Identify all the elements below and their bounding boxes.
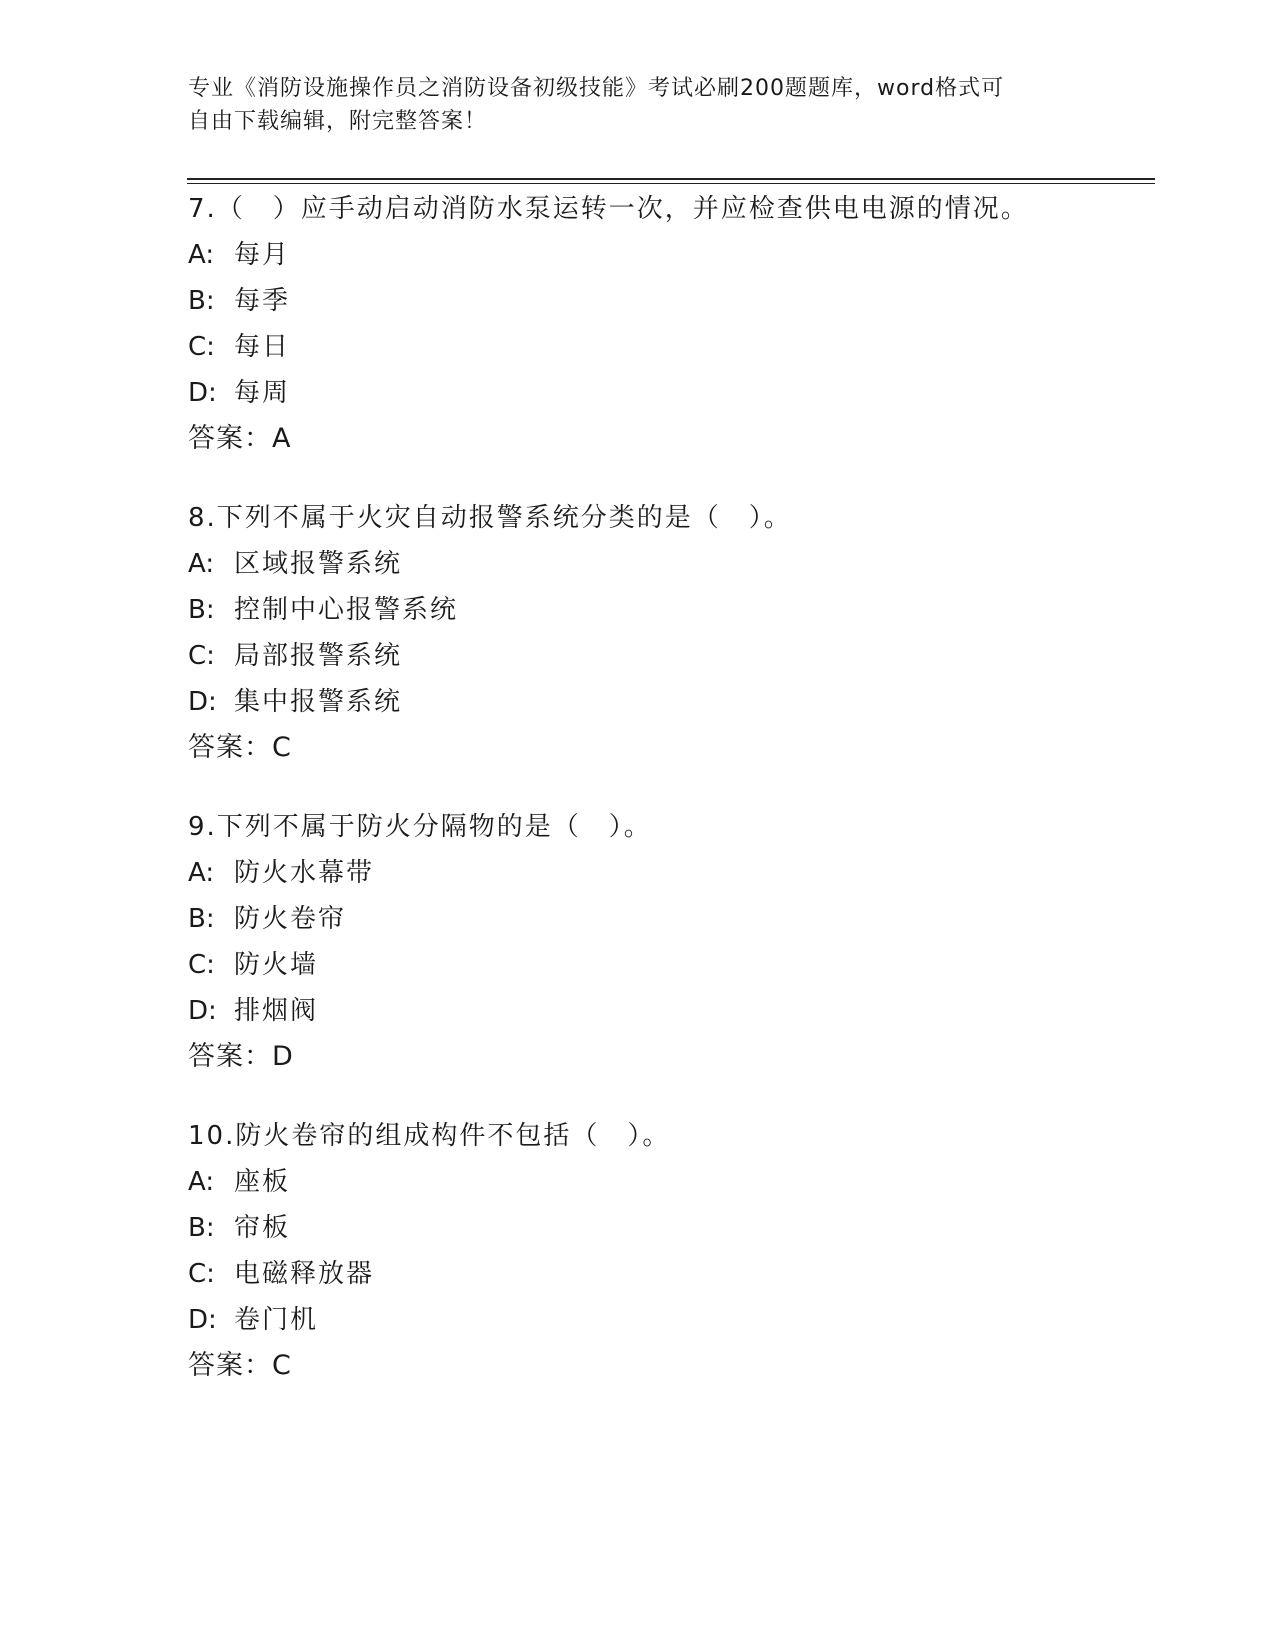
question-text: 7.（ ）应手动启动消防水泵运转一次，并应检查供电电源的情况。 [188,194,1029,224]
option-text: 排烟阀 [234,996,319,1026]
option-label: D: [188,996,217,1026]
option-c [188,1258,1148,1290]
option-b [188,903,1148,935]
question-block [188,1120,1148,1382]
option-text: 每季 [234,286,291,316]
option-label: A: [188,1167,215,1197]
option-label: C: [188,332,215,362]
answer-label: 答案： [188,732,272,763]
option-a [188,548,1148,580]
option-text: 座板 [234,1167,291,1197]
option-label: C: [188,641,215,671]
option-c [188,640,1148,672]
answer-label: 答案： [188,1041,272,1072]
option-label: C: [188,950,215,980]
answer-value: D [272,1041,293,1072]
option-d [188,1304,1148,1336]
question-block [188,193,1148,455]
option-text: 每日 [234,332,291,362]
answer-line [188,1350,1148,1382]
option-text: 防火水幕带 [234,858,375,888]
question-text: 9.下列不属于防火分隔物的是（ ）。 [188,812,652,842]
option-b [188,1212,1148,1244]
answer-line [188,1041,1148,1073]
question-text: 10.防火卷帘的组成构件不包括（ ）。 [188,1121,671,1151]
option-c [188,949,1148,981]
option-d [188,995,1148,1027]
option-text: 每周 [234,378,291,408]
header-line-1: 专业《消防设施操作员之消防设备初级技能》考试必刷200题题库，word格式可 [188,76,1005,101]
question-block [188,811,1148,1073]
option-text: 防火墙 [234,950,319,980]
option-text: 控制中心报警系统 [234,595,459,625]
header-line-2: 自由下载编辑，附完整答案！ [188,109,488,134]
option-label: D: [188,687,217,717]
option-label: A: [188,858,215,888]
answer-label: 答案： [188,423,272,454]
question-block [188,502,1148,764]
option-a [188,857,1148,889]
option-text: 区域报警系统 [234,549,403,579]
option-b [188,285,1148,317]
question-text: 8.下列不属于火灾自动报警系统分类的是（ ）。 [188,503,792,533]
answer-label: 答案： [188,1350,272,1381]
option-label: B: [188,595,215,625]
option-label: A: [188,549,215,579]
option-b [188,594,1148,626]
answer-line [188,732,1148,764]
option-label: A: [188,240,215,270]
answer-value: C [272,732,291,763]
option-label: B: [188,1213,215,1243]
option-c [188,331,1148,363]
option-label: C: [188,1259,215,1289]
answer-value: C [272,1350,291,1381]
option-text: 每月 [234,240,291,270]
option-a [188,239,1148,271]
option-text: 集中报警系统 [234,687,403,717]
option-label: D: [188,1305,217,1335]
option-label: B: [188,904,215,934]
option-label: B: [188,286,215,316]
option-a [188,1166,1148,1198]
option-d [188,686,1148,718]
option-text: 帘板 [234,1213,291,1243]
document-header [188,72,1088,138]
header-divider-thin [187,183,1155,184]
option-text: 防火卷帘 [234,904,347,934]
option-d [188,377,1148,409]
option-text: 局部报警系统 [234,641,403,671]
option-text: 电磁释放器 [234,1259,375,1289]
option-label: D: [188,378,217,408]
answer-line [188,423,1148,455]
header-divider-thick [187,178,1155,180]
answer-value: A [272,423,291,454]
option-text: 卷门机 [234,1305,319,1335]
